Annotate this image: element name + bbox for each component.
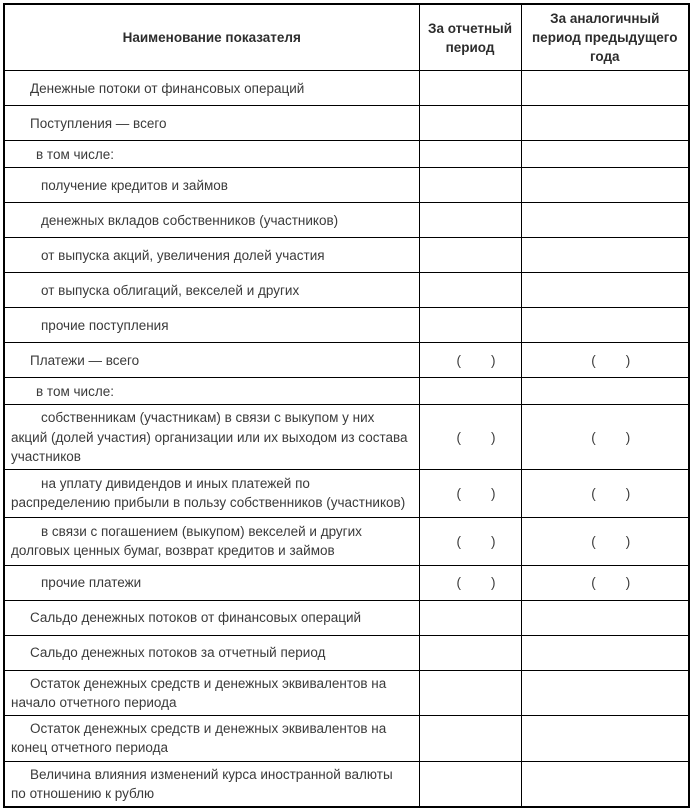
value-cell-previous-period: ( ) (521, 343, 689, 378)
row-label: Денежные потоки от финансовых операций (4, 71, 419, 106)
value-cell-current-period (419, 141, 521, 168)
value-cell-previous-period (521, 141, 689, 168)
table-row (4, 565, 689, 600)
value-cell-current-period: ( ) (419, 405, 521, 469)
row-label: получение кредитов и займов (4, 168, 419, 203)
value-cell-previous-period: ( ) (521, 517, 689, 565)
value-cell-previous-period: ( ) (521, 565, 689, 600)
value-cell-previous-period (521, 716, 689, 761)
col-header-indicator-name: Наименование показателя (4, 4, 419, 71)
row-label: Остаток денежных средств и денежных эквивалентов на начало отчетного периода (4, 670, 419, 715)
value-cell-current-period (419, 378, 521, 405)
value-cell-previous-period (521, 308, 689, 343)
value-cell-current-period: ( ) (419, 343, 521, 378)
table-row (4, 343, 689, 378)
value-cell-previous-period (521, 203, 689, 238)
table-row (4, 273, 689, 308)
value-cell-current-period (419, 238, 521, 273)
col-header-current-period: За отчетный период (419, 4, 521, 71)
value-cell-previous-period (521, 378, 689, 405)
value-cell-previous-period: ( ) (521, 405, 689, 469)
value-cell-previous-period (521, 670, 689, 715)
table-row (4, 469, 689, 517)
cash-flow-table (3, 3, 690, 808)
table-row (4, 203, 689, 238)
table-row (4, 71, 689, 106)
value-cell-previous-period (521, 273, 689, 308)
table-header (4, 4, 689, 71)
row-label: Остаток денежных средств и денежных эквивалентов на конец отчетного периода (4, 716, 419, 761)
row-label: в связи с погашением (выкупом) векселей и других долговых ценных бумаг, возврат кредитов и займов (4, 517, 419, 565)
row-label: Поступления — всего (4, 106, 419, 141)
table-row (4, 517, 689, 565)
table-row (4, 308, 689, 343)
value-cell-current-period: ( ) (419, 517, 521, 565)
value-cell-current-period (419, 273, 521, 308)
value-cell-current-period (419, 308, 521, 343)
value-cell-previous-period (521, 635, 689, 670)
header-row (4, 4, 689, 71)
row-label: собственникам (участникам) в связи с выкупом у них акций (долей участия) организации или их выходом из состава участников (4, 405, 419, 469)
value-cell-current-period (419, 106, 521, 141)
value-cell-previous-period (521, 106, 689, 141)
row-label: в том числе: (4, 378, 419, 405)
value-cell-current-period (419, 203, 521, 238)
row-label: от выпуска облигаций, векселей и других (4, 273, 419, 308)
table-row (4, 761, 689, 807)
table-row (4, 635, 689, 670)
row-label: прочие платежи (4, 565, 419, 600)
value-cell-current-period (419, 600, 521, 635)
table-row (4, 716, 689, 761)
table-row (4, 405, 689, 469)
table-row (4, 141, 689, 168)
value-cell-current-period (419, 761, 521, 807)
value-cell-current-period: ( ) (419, 469, 521, 517)
row-label: Сальдо денежных потоков за отчетный период (4, 635, 419, 670)
value-cell-previous-period (521, 761, 689, 807)
row-label: Платежи — всего (4, 343, 419, 378)
value-cell-current-period (419, 71, 521, 106)
row-label: от выпуска акций, увеличения долей участия (4, 238, 419, 273)
row-label: денежных вкладов собственников (участников) (4, 203, 419, 238)
table-row (4, 600, 689, 635)
table-row (4, 168, 689, 203)
row-label: прочие поступления (4, 308, 419, 343)
value-cell-current-period (419, 716, 521, 761)
col-header-previous-period: За аналогичный период предыдущего года (521, 4, 689, 71)
value-cell-current-period: ( ) (419, 565, 521, 600)
table-body (4, 71, 689, 807)
table-row (4, 378, 689, 405)
value-cell-previous-period (521, 71, 689, 106)
table-row (4, 670, 689, 715)
value-cell-current-period (419, 670, 521, 715)
row-label: Величина влияния изменений курса иностранной валюты по отношению к рублю (4, 761, 419, 807)
value-cell-previous-period: ( ) (521, 469, 689, 517)
value-cell-current-period (419, 635, 521, 670)
value-cell-previous-period (521, 238, 689, 273)
value-cell-current-period (419, 168, 521, 203)
table-row (4, 106, 689, 141)
row-label: Сальдо денежных потоков от финансовых операций (4, 600, 419, 635)
table-row (4, 238, 689, 273)
value-cell-previous-period (521, 600, 689, 635)
value-cell-previous-period (521, 168, 689, 203)
row-label: в том числе: (4, 141, 419, 168)
row-label: на уплату дивидендов и иных платежей по распределению прибыли в пользу собственников (участников) (4, 469, 419, 517)
